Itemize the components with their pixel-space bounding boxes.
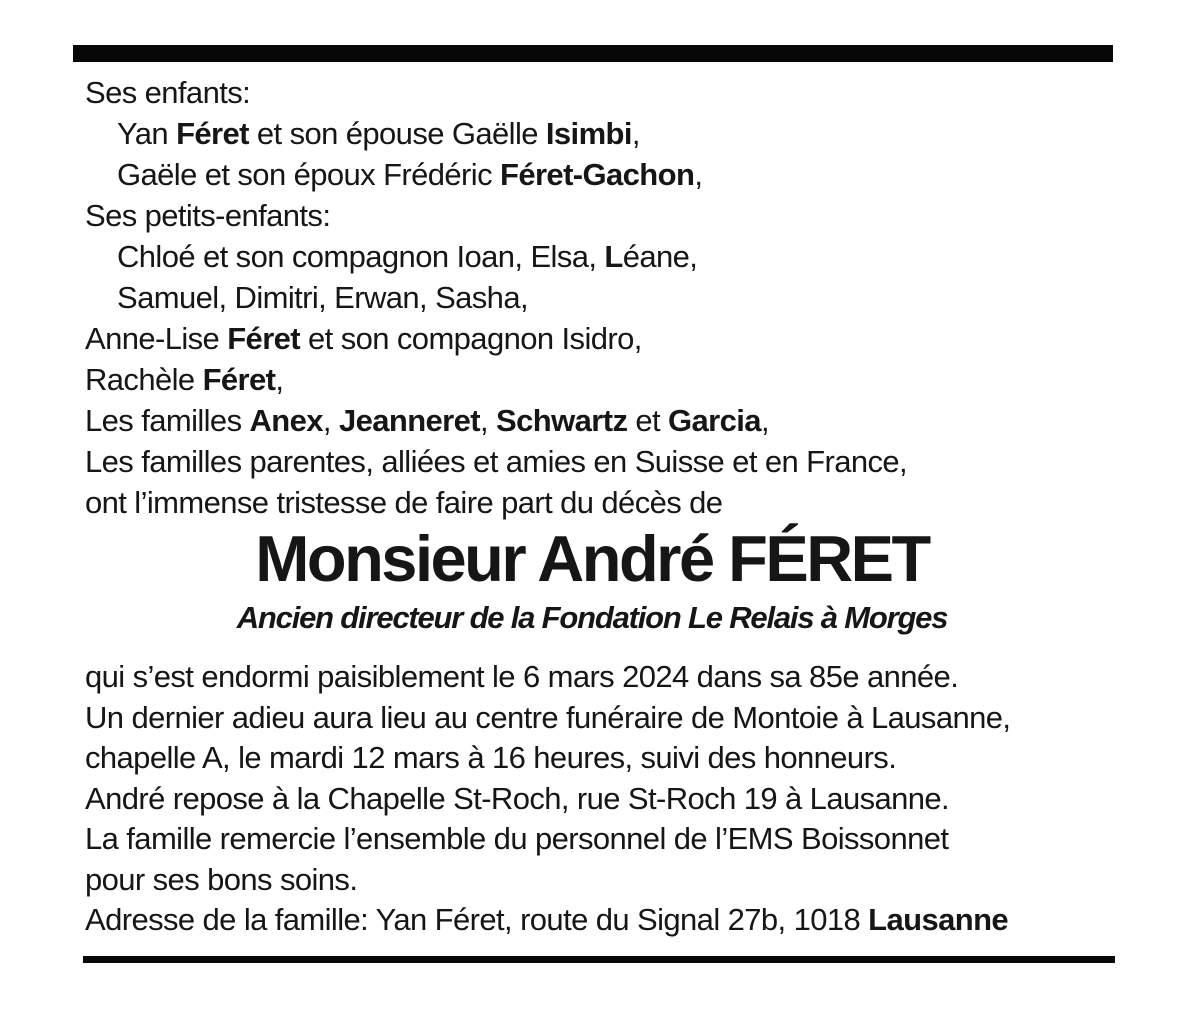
- text-segment: André repose à la Chapelle St-Roch, rue St-Roch 19 à Lausanne.: [85, 780, 950, 816]
- emphasized-name: Féret: [202, 362, 276, 397]
- notice-line: [85, 900, 1099, 941]
- deceased-role-subtitle: Ancien directeur de la Fondation Le Relais à Morges: [236, 600, 948, 635]
- text-segment: et son compagnon Isidro,: [300, 321, 642, 356]
- notice-line: [85, 359, 1099, 400]
- text-segment: La famille remercie l’ensemble du personnel de l’EMS Boissonnet: [85, 821, 949, 856]
- text-segment: Les familles: [85, 403, 250, 438]
- text-segment: ont l’immense tristesse de faire part du décès de: [85, 485, 723, 520]
- notice-line: [85, 779, 1099, 820]
- text-segment: Gaële et son époux Frédéric: [117, 157, 500, 192]
- family-lines: [85, 72, 1099, 523]
- text-segment: qui s’est endormi paisiblement le 6 mars 2024 dans sa 85e année.: [85, 659, 959, 694]
- emphasized-name: Lausanne: [868, 902, 1009, 937]
- text-segment: Samuel, Dimitri, Erwan, Sasha,: [117, 280, 528, 315]
- notice-line: [85, 400, 1099, 441]
- emphasized-name: Garcia: [668, 403, 761, 438]
- emphasized-name: Anex: [249, 403, 323, 438]
- text-segment: Les familles parentes, alliées et amies en Suisse et en France,: [85, 444, 908, 479]
- text-segment: Anne-Lise: [85, 321, 228, 356]
- notice-line: [85, 277, 1099, 318]
- notice-line: [85, 657, 1099, 698]
- notice-line: [85, 113, 1099, 154]
- notice-line: [85, 236, 1099, 277]
- notice-line: [85, 482, 1099, 523]
- text-segment: ,: [760, 403, 769, 438]
- text-segment: Ses petits-enfants:: [85, 198, 331, 233]
- text-segment: pour ses bons soins.: [85, 861, 358, 897]
- emphasized-name: L: [604, 239, 623, 274]
- text-segment: chapelle A, le mardi 12 mars à 16 heures, suivi des honneurs.: [85, 740, 897, 775]
- text-segment: ,: [275, 362, 284, 397]
- body-lines: [85, 657, 1099, 941]
- notice-line: [85, 860, 1099, 901]
- notice-content: [85, 72, 1099, 941]
- emphasized-name: Féret: [227, 321, 301, 356]
- text-segment: éane,: [622, 239, 698, 274]
- text-segment: Adresse de la famille: Yan Féret, route du Signal 27b, 1018: [85, 902, 869, 937]
- notice-line: [85, 738, 1099, 779]
- text-segment: et son épouse Gaëlle: [248, 116, 546, 151]
- deceased-name-title: Monsieur André FÉRET: [255, 522, 929, 595]
- emphasized-name: Féret-Gachon: [499, 157, 695, 192]
- notice-line: [85, 72, 1099, 113]
- notice-line: [85, 195, 1099, 236]
- text-segment: ,: [322, 403, 339, 438]
- text-segment: ,: [694, 157, 703, 192]
- text-segment: ,: [631, 116, 640, 151]
- emphasized-name: Féret: [176, 116, 249, 151]
- notice-line: [85, 441, 1099, 482]
- top-rule: [73, 45, 1113, 62]
- emphasized-name: Isimbi: [545, 116, 632, 151]
- emphasized-name: Jeanneret: [338, 403, 481, 438]
- notice-line: [85, 698, 1099, 739]
- notice-line: [85, 819, 1099, 860]
- notice-line: [85, 154, 1099, 195]
- text-segment: et: [627, 403, 669, 438]
- text-segment: Yan: [117, 116, 177, 151]
- text-segment: Un dernier adieu aura lieu au centre funéraire de Montoie à Lausanne,: [85, 699, 1011, 735]
- text-segment: ,: [480, 403, 497, 438]
- bottom-rule: [83, 956, 1115, 963]
- emphasized-name: Schwartz: [496, 403, 628, 438]
- notice-line: [85, 318, 1099, 359]
- text-segment: Chloé et son compagnon Ioan, Elsa,: [117, 239, 605, 274]
- text-segment: Ses enfants:: [85, 75, 251, 110]
- text-segment: Rachèle: [85, 362, 203, 397]
